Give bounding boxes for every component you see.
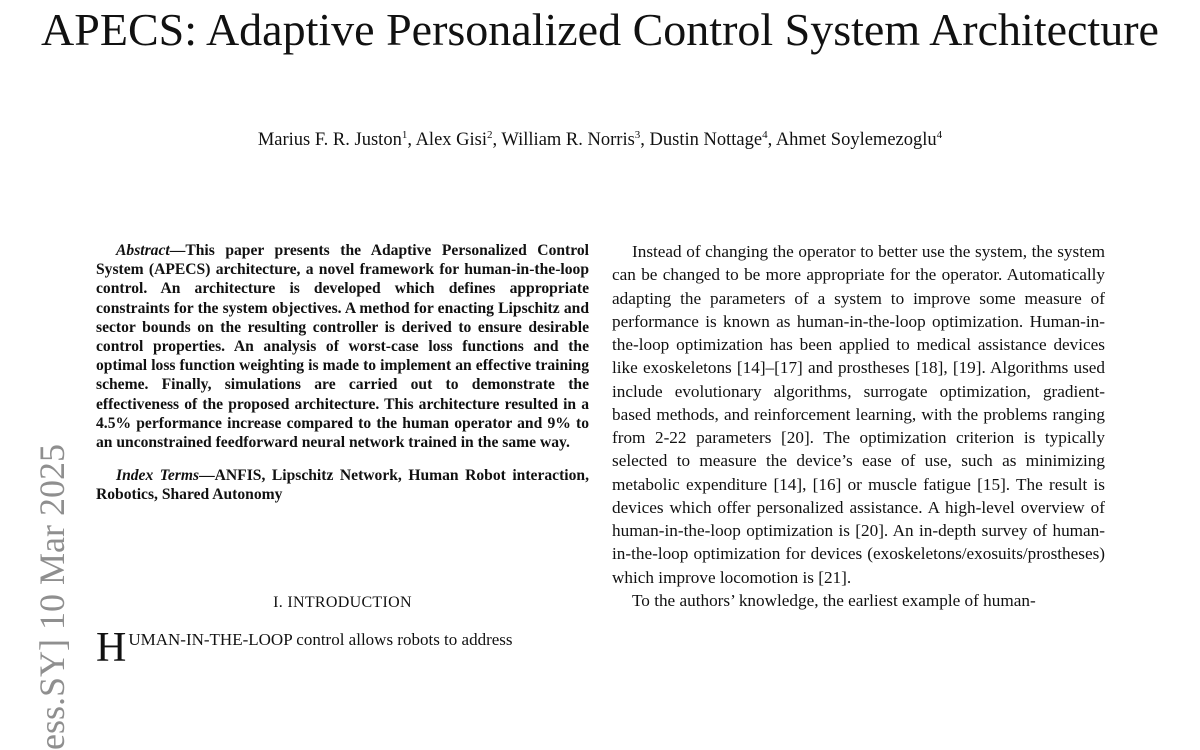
author: William R. Norris$^3$, bbox=[501, 129, 650, 150]
index-terms bbox=[96, 466, 589, 504]
section-heading: I. INTRODUCTION bbox=[273, 594, 412, 611]
paper-title: APECS: Adaptive Personalized Control System Architecture bbox=[41, 4, 1159, 55]
index-terms-text: —ANFIS, Lipschitz Network, Human Robot interaction, Robotics, Shared Autonomy bbox=[96, 467, 589, 504]
body-paragraph-next: To the authors’ knowledge, the earliest example of human- bbox=[632, 590, 1036, 610]
author-list bbox=[0, 128, 1200, 152]
abstract-text: —This paper presents the Adaptive Personalized Control System (APECS) architecture, a novel framework for human-in-the-loop control. An architecture is developed which defines appropriate constraints for the system objectives. A method for enacting Lipschitz and sector bounds on the resulting controller is derived to ensure desirable control properties. An analysis of worst-case loss functions and the optimal loss function weighting is made to implement an effective training scheme. Finally, simulations are carried out to demonstrate the effectiveness of the proposed architecture. This architecture resulted in a 4.5% performance increase compared to the human operator and 9% to an unconstrained feedforward neural network trained in the same way. bbox=[96, 242, 589, 452]
arxiv-stamp: ess.SY] 10 Mar 2025 bbox=[32, 444, 72, 750]
intro-paragraph bbox=[96, 625, 589, 671]
abstract-label: Abstract bbox=[116, 242, 170, 259]
drop-cap: H bbox=[96, 625, 127, 671]
author: Dustin Nottage$^4$, bbox=[649, 129, 776, 150]
body-paragraph: Instead of changing the operator to better use the system, the system can be changed to be more appropriate for the operator. Automatically adapting the parameters of a system to improve some measure of performance is known as human-in-the-loop optimization. Human-in-the-loop optimization has been applied to medical assistance devices like exoskeletons [14]–[17] and prostheses [18], [19]. Algorithms used include evolutionary algorithms, surrogate optimization, gradient-based methods, and reinforcement learning, with the problems ranging from 2-22 parameters [20]. The optimization criterion is typically selected to measure the device’s ease of use, such as minimizing metabolic expenditure [14], [16] or muscle fatigue [15]. The result is devices which offer personalized assistance. A high-level overview of human-in-the-loop optimization is [20]. An in-depth survey of human-in-the-loop optimization for devices (exoskeletons/exosuits/prostheses) which improve locomotion is [21]. bbox=[612, 242, 1105, 587]
abstract bbox=[96, 241, 589, 452]
left-column bbox=[96, 241, 589, 505]
intro-text: UMAN-IN-THE-LOOP control allows robots to address bbox=[128, 630, 513, 649]
author: Alex Gisi$^2$, bbox=[415, 129, 502, 150]
index-terms-label: Index Terms bbox=[116, 467, 200, 485]
author: Marius F. R. Juston$^1$, bbox=[257, 129, 416, 150]
author: Ahmet Soylemezoglu$^4$ bbox=[775, 129, 943, 150]
right-column bbox=[612, 240, 1105, 612]
